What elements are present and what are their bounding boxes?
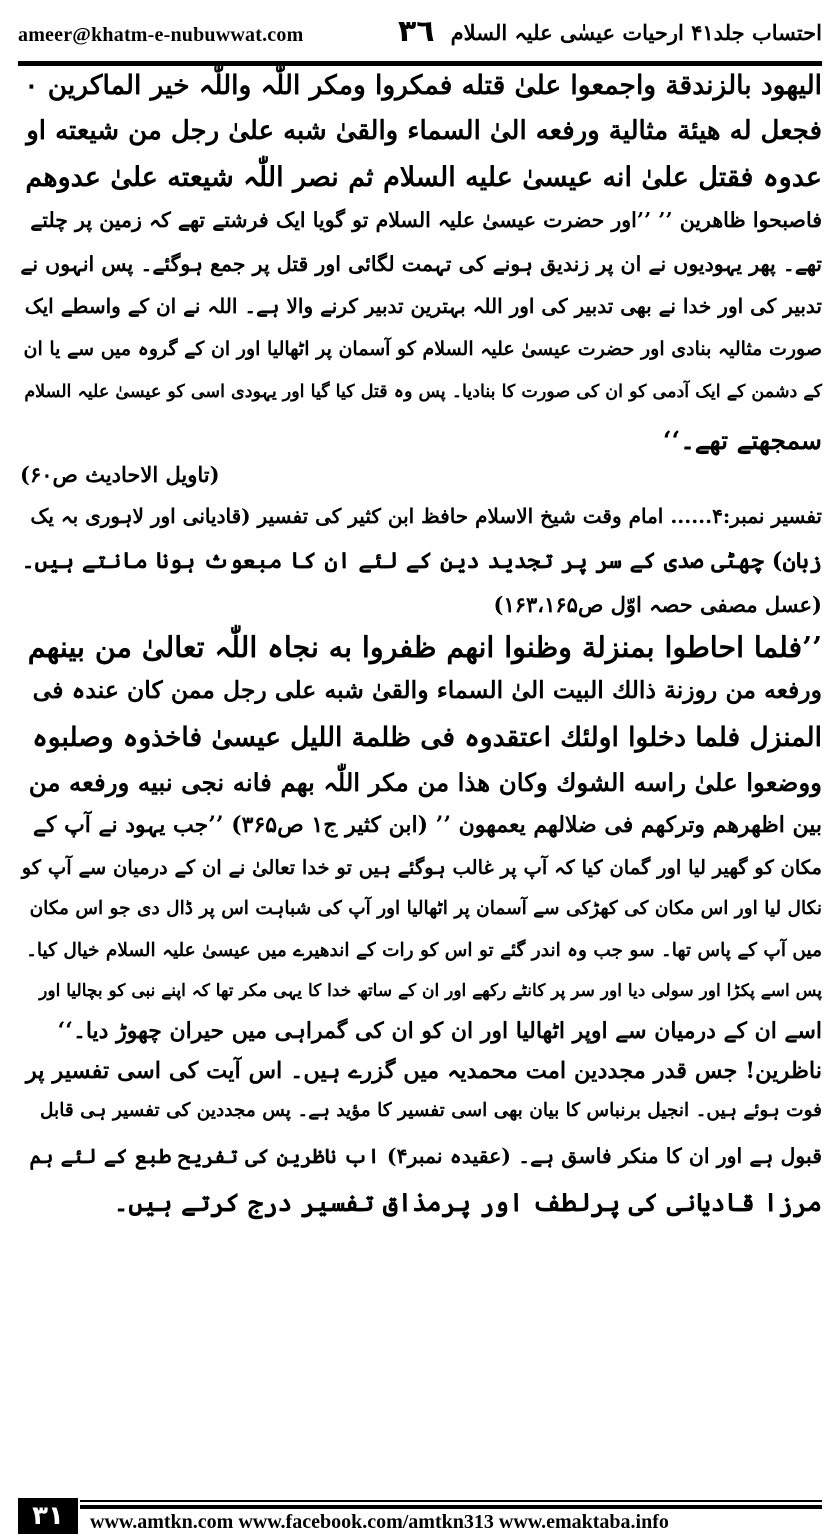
- text-line: الیھود بالزندقة واجمعوا علیٰ قتله فمکروا ومکر اللّٰہ واللّٰہ خیر الماکرین ۰: [24, 70, 822, 101]
- text-line: زبان) چھٹی صدی کے سر پر تجدید دین کے لئے ان کا مبعوث ہونا مانتے ہیں۔: [21, 548, 822, 574]
- text-line: تفسیر نمبر:۴...... امام وقت شیخ الاسلام حافظ ابن کثیر کی تفسیر (قادیانی اور لاہوری بہ یک: [30, 504, 822, 528]
- text-line: (تاویل الاحادیث ص۶۰): [20, 462, 220, 487]
- text-line: ناظرین! جس قدر مجددین امت محمدیہ میں گزرے ہیں۔ اس آیت کی اسی تفسیر پر: [25, 1058, 822, 1084]
- header-rule: [18, 61, 822, 66]
- footer-urls: www.amtkn.com www.facebook.com/amtkn313 www.emaktaba.info: [90, 1511, 669, 1533]
- text-line: ’’فلما احاطوا بمنزلة وظنوا انھم ظفروا به نجاہ اللّٰہ تعالیٰ من بینھم: [27, 630, 822, 664]
- text-line: عدوہ فقتل علیٰ انه عیسیٰ علیه السلام ثم نصر اللّٰہ شیعته علیٰ عدوھم: [25, 162, 822, 193]
- page-footer: [0, 1492, 840, 1540]
- text-line: تدبیر کی اور خدا نے بھی تدبیر کی اور اللہ بہترین تدبیر کرنے والا ہے۔ اللہ نے ان کے واسطے ایک: [24, 294, 822, 318]
- text-line: (عسل مصفی حصہ اوّل ص۱۶۳،۱۶۵): [493, 592, 822, 617]
- footer-rule-thick: [80, 1505, 822, 1509]
- footer-page-number: ۳۱: [18, 1498, 78, 1534]
- header-running-title: احتساب جلد۴۱ ارحیات عیسٰی علیہ السلام: [450, 20, 822, 45]
- text-line: میں آپ کے پاس تھا۔ سو جب وہ اندر گئے تو اس کو رات کے اندھیرے میں عیسیٰ علیہ السلام خیال کیا۔: [26, 940, 822, 961]
- text-line: مکان کو گھیر لیا اور گمان کیا کہ آپ پر غالب ہوگئے ہیں تو خدا تعالیٰ نے ان کے درمیان سے آپ کو: [21, 856, 822, 879]
- text-line: سمجھتے تھے۔‘‘: [662, 426, 822, 455]
- footer-rule-thin: [80, 1500, 822, 1502]
- text-line: فوت ہوئے ہیں۔ انجیل برنباس کا بیان بھی اسی تفسیر کا مؤید ہے۔ پس مجددین کی تفسیر ہی قابل: [40, 1100, 822, 1121]
- text-line: ووضعوا علیٰ راسه الشوك وکان ھذا من مکر اللّٰہ بھم فانه نجی نبیه ورفعه من: [28, 768, 822, 797]
- text-line: اسے ان کے درمیان سے اوپر اٹھالیا اور ان کو ان کی گمراہی میں حیران چھوڑ دیا۔‘‘: [57, 1018, 822, 1044]
- text-line: تھے۔ پھر یہودیوں نے ان پر زندیق ہونے کی تہمت لگائی اور قتل پر جمع ہوگئے۔ پس انہوں نے: [20, 252, 822, 276]
- text-line: صورت مثالیہ بنادی اور حضرت عیسیٰ علیہ السلام کو آسمان پر اٹھالیا اور ان کے گروہ میں سے یا ان: [23, 338, 822, 360]
- text-line: فاصبحوا ظاھرین ’’ ’’اور حضرت عیسیٰ علیہ السلام تو گویا ایک فرشتے تھے کہ زمین پر چلتے: [30, 208, 822, 232]
- text-line: ورفعه من روزنة ذالك البیت الیٰ السماء والقیٰ شبه علی رجل ممن کان عندہ فی: [32, 676, 822, 704]
- text-line: نکال لیا اور اس مکان کی کھڑکی سے آسمان پر اٹھالیا اور آپ کی شباہت اس پر ڈال دی جو اس مکان: [29, 898, 822, 919]
- text-line: پس اسے پکڑا اور سولی دیا اور سر پر کانٹے رکھے اور ان کے ساتھ خدا کا یہی مکر تھا کہ اپنے نبی کو بچالیا اور: [39, 981, 822, 1001]
- text-line: المنزل فلما دخلوا اولئك اعتقدوہ فی ظلمة اللیل عیسیٰ فاخذوہ وصلبوہ: [32, 722, 822, 753]
- text-line: بین اظھرھم وترکھم فی ضلالھم یعمھون ’’ (ابن کثیر ج۱ ص۳۶۵) ’’جب یہود نے آپ کے: [33, 812, 822, 838]
- text-line: کے دشمن کے ایک آدمی کو ان کی صورت کا بنادیا۔ پس وہ قتل کیا گیا اور یہودی اسی کو عیسیٰ علیہ السلام: [24, 382, 822, 402]
- page-header: [0, 0, 840, 58]
- header-page-number: ۳٦: [398, 14, 435, 49]
- header-email: ameer@khatm-e-nubuwwat.com: [18, 24, 304, 46]
- text-line: فجعل له ھیئة مثالیة ورفعه الیٰ السماء والقیٰ شبه علیٰ رجل من شیعته او: [26, 116, 822, 146]
- text-line: مرزا قادیانی کی پرلطف اور پرمذاق تفسیر درج کرتے ہیں۔: [113, 1188, 822, 1217]
- text-line: قبول ہے اور ان کا منکر فاسق ہے۔ (عقیدہ نمبر۴) اب ناظرین کی تفریح طبع کے لئے ہم: [29, 1144, 822, 1168]
